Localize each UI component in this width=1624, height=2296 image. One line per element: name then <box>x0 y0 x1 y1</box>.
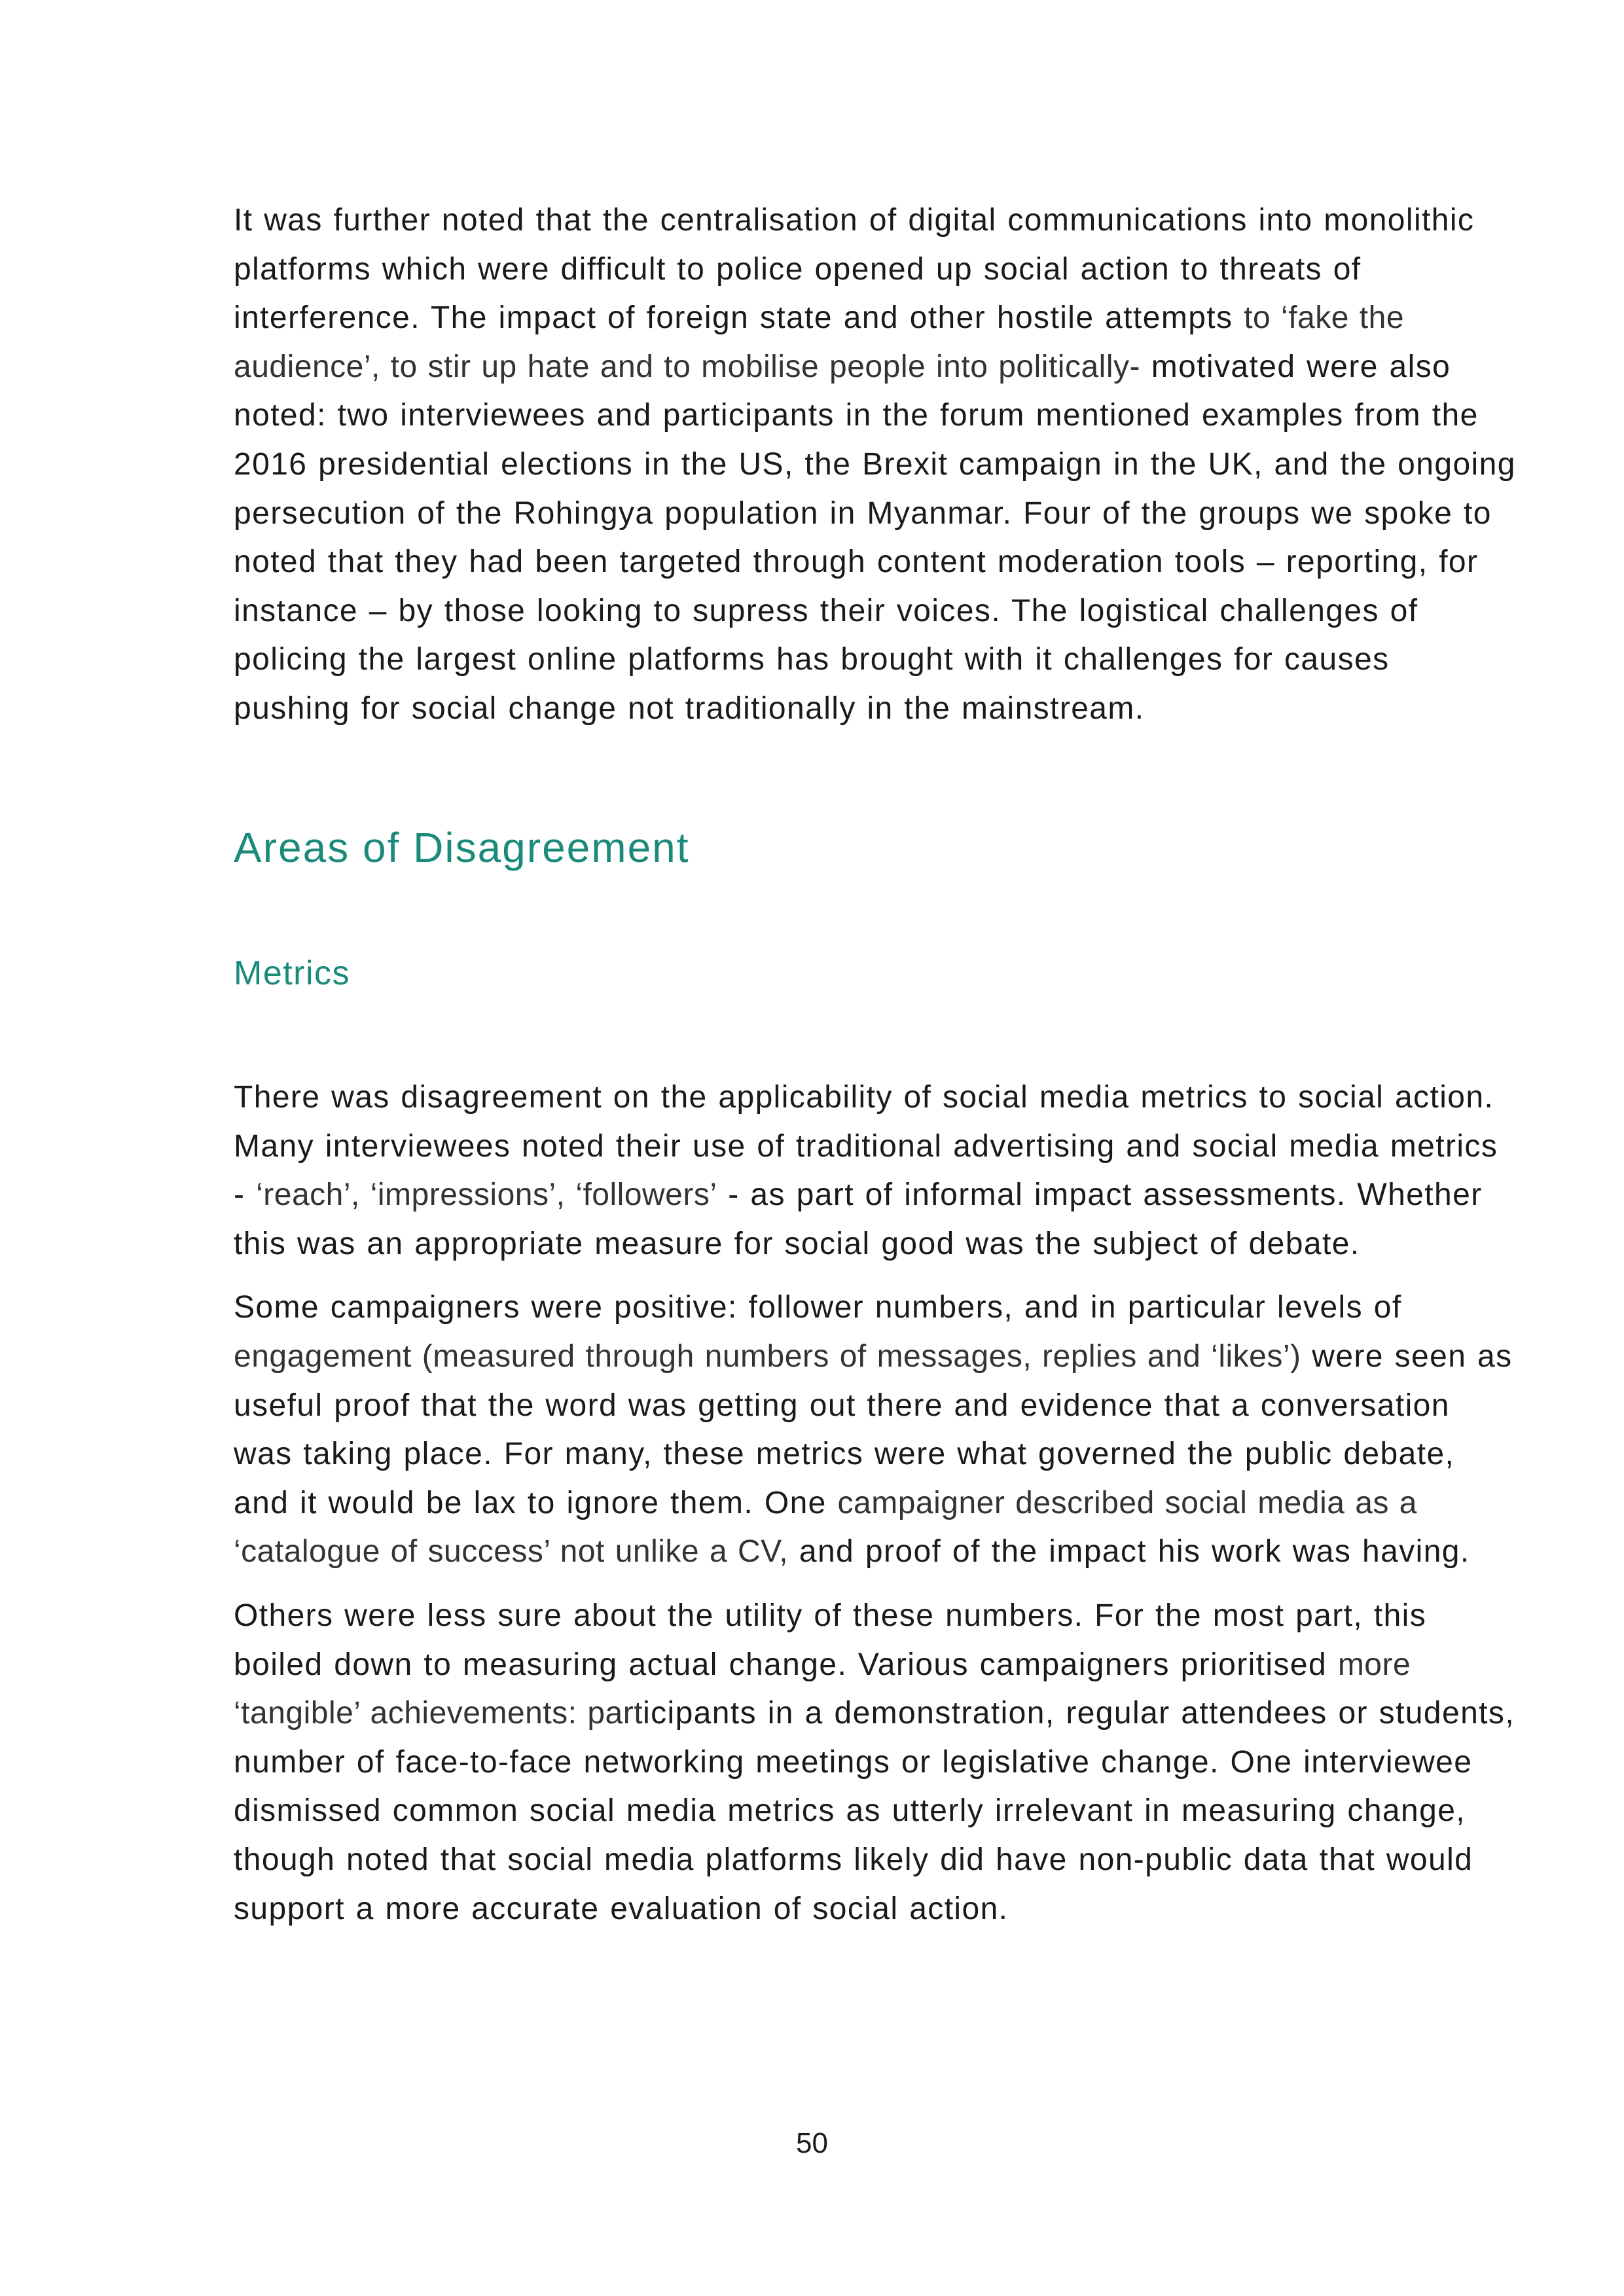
paragraph-1-part-c: motivated were also noted: two interviewees and participants in the forum mentioned examples from the 2016 presidential elections in the US, the Brexit campaign in the UK, and the ongoing persecution of the Rohingya population in Myanmar. Four of the groups we spoke to noted that they had been targeted through content moderation tools – reporting, for instance – by those looking to supress their voices. The logistical challenges of policing the largest online platforms has brought with it challenges for causes pushing for social change not traditionally in the mainstream. <box>234 349 1516 726</box>
paragraph-1-part-a: It was further noted that the centralisation of digital communications into monolithic platforms which were difficult to police opened up social action to threats of interference. The impact of foreign state and other hostile attempts <box>234 203 1475 336</box>
paragraph-2-part-c: - as part of informal impact assessments. Whether this was an appropriate measure for social good was the subject of debate. <box>234 1177 1483 1261</box>
paragraph-3-part-b: engagement (measured through numbers of messages, replies and ‘likes’) <box>234 1338 1301 1374</box>
paragraph-2-part-b: ‘reach’, ‘impressions’, ‘followers’ <box>256 1177 717 1213</box>
paragraph-3-part-a: Some campaigners were positive: follower numbers, and in particular levels of <box>234 1290 1402 1325</box>
paragraph-less-sure <box>234 1592 1517 1933</box>
paragraph-3-part-d: campaigner described social media as a ‘catalogue of success’ not unlike a CV, <box>234 1485 1417 1570</box>
paragraph-3-part-e: and proof of the impact his work was having. <box>799 1534 1470 1570</box>
paragraph-1-part-b: to ‘fake the audience’, to stir up hate and to mobilise people into politically- <box>234 300 1405 384</box>
metrics-section-body <box>234 1073 1517 1948</box>
paragraph-interference <box>234 196 1517 734</box>
subsection-heading: Metrics <box>234 954 351 992</box>
paragraph-3-part-c: were seen as useful proof that the word was getting out there and evidence that a conversation was taking place. For many, these metrics were what governed the public debate, and it would be lax to ignore them. One <box>234 1338 1513 1520</box>
section-heading: Areas of Disagreement <box>234 824 690 871</box>
paragraph-4-part-c: icipants in a demonstration, regular attendees or students, number of face-to-face networking meetings or legislative change. One interviewee dismissed common social media metrics as utterly irrelevant in measuring change, though noted that social media platforms likely did have non-public data that would support a more accurate evaluation of social action. <box>234 1696 1515 1926</box>
paragraph-disagreement <box>234 1073 1517 1268</box>
paragraph-positive <box>234 1283 1517 1577</box>
page-content <box>234 196 1517 1926</box>
paragraph-4-part-a: Others were less sure about the utility of these numbers. For the most part, this boiled down to measuring actual change. Various campaigners prioritised <box>234 1598 1427 1682</box>
paragraph-2-part-a: There was disagreement on the applicability of social media metrics to social action. Many interviewees noted their use of traditional advertising and social media metrics - <box>234 1080 1498 1213</box>
paragraph-4-part-b: more ‘tangible’ achievements: part <box>234 1647 1411 1731</box>
page-number: 50 <box>796 2127 828 2159</box>
